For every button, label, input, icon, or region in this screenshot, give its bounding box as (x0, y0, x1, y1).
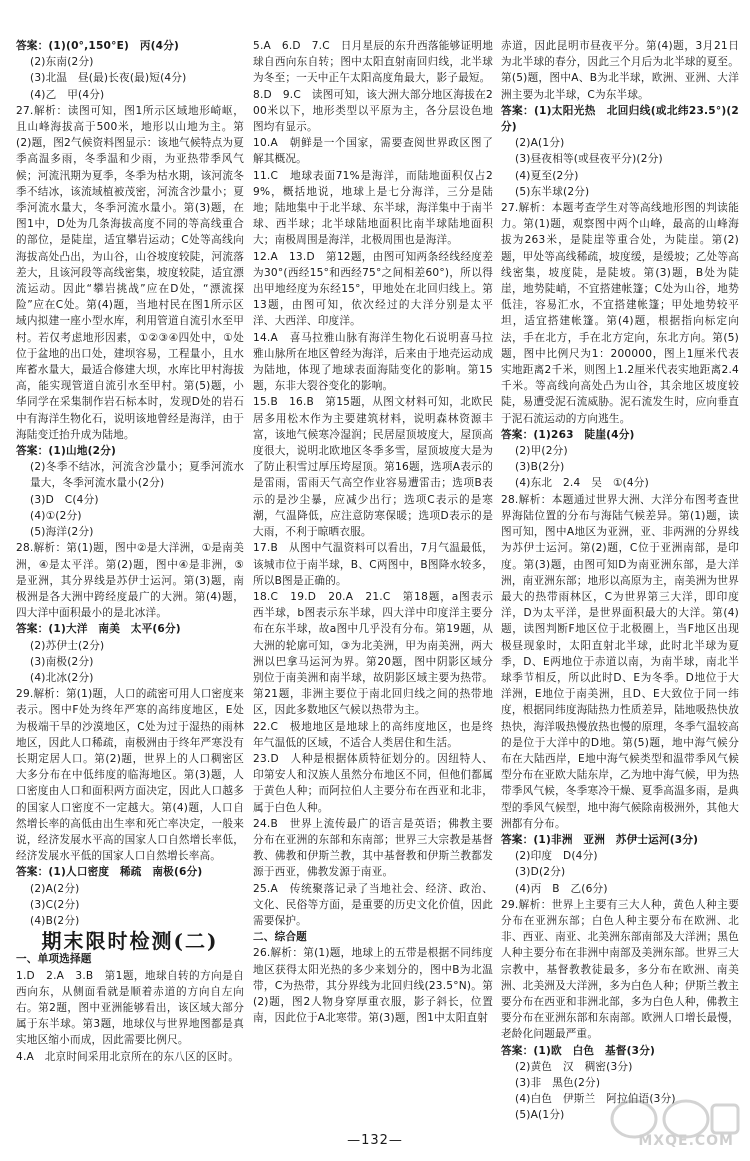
answer-line: 答案：(1)太阳光热 北回归线(或北纬23.5°)(2分) (501, 104, 739, 134)
watermark (594, 1093, 744, 1155)
text-paragraph: (2)东南(2分) (30, 56, 94, 69)
text-paragraph: (4)东北 2.4 吴 ①(4分) (515, 477, 649, 490)
text-paragraph: 11.C 地球表面71%是海洋，而陆地面积仅占29%，概括地说，地球上是七分海洋，三分是陆地；陆地集中于北半球、东半球，海洋集中于南半球、西半球；北半球陆地面积比南半球陆地面积大；南极周围是海洋，北极周围也是海洋。 (253, 169, 493, 247)
text-paragraph: 12.A 13.D 第12题，由图可知两条经线经度差为30°(西经15°和西经75°之间相差60°)，所以得出甲地经度为东经15°，甲地处在北回归线上。第13题，由图可知，依次经过的大洋分别是太平洋、大西洋、印度洋。 (253, 250, 493, 328)
text-paragraph: (3)非 黑色(2分) (515, 1077, 601, 1089)
text-paragraph: (5)东半球(2分) (515, 185, 590, 198)
text-paragraph: 1.D 2.A 3.B 第1题，地球自转的方向是自西向东，从侧面看就是顺着赤道的方向自左向右。第2题，图中亚洲能够看出，该区域大部分属于东半球。第3题，地球仪与世界地图都是真实地区缩小而成，因此需要比例尺。 (16, 969, 244, 1047)
text-paragraph: (4)B(2分) (30, 914, 80, 927)
text-paragraph: (2)A(1分) (515, 137, 565, 150)
answer-line: 答案：(1)263 陡崖(4分) (501, 428, 635, 441)
text-paragraph: (4)①(2分) (30, 509, 82, 522)
text-paragraph: 赤道，因此昆明市昼夜平分。第(4)题，3月21日为北半球的春分，因此三个月后为北半球的夏至。第(5)题，图中A、B为北半球，欧洲、亚洲、大洋洲主要为北半球，C为东半球。 (501, 40, 739, 101)
watermark-text: MXQE.COM (638, 1133, 734, 1149)
text-paragraph: (2)冬季不结冰，河流含沙量小；夏季河流水量大，冬季河流水量小(2分) (30, 461, 244, 490)
answer-line: 答案：(1)欧 白色 基督(3分) (501, 1044, 656, 1057)
text-paragraph: 17.B 从图中气温资料可以看出，7月气温最低，该城市位于南半球，B、C两图中，B图降水较多，所以B图是正确的。 (253, 542, 493, 587)
text-paragraph: (3)D C(4分) (30, 493, 99, 506)
section-subtitle: 二、综合题 (253, 931, 307, 944)
text-paragraph: (4)白色 伊斯兰 阿拉伯语(3分) (515, 1093, 676, 1106)
text-paragraph: 29.解析：世界上主要有三大人种，黄色人种主要分布在亚洲东部；白色人种主要分布在欧洲、北非、西亚、南亚、北美洲东部南部及大洋洲；黑色人种主要分布在非洲中南部及美洲东部。世界三大宗教中，基督教教徒最多，多分布在欧洲、南美洲、北美洲及大洋洲，多为白色人种；伊斯兰教主要分布在西亚和非洲北部，多为白色人种，佛教主要分布在亚洲东部和东南部。欧洲人口增长最慢，老龄化问题最严重。 (501, 898, 739, 1041)
text-paragraph: 23.D 人种是根据体质特征划分的。因纽特人、印第安人和汉族人虽然分布地区不同，但他们都属于黄色人种；而阿拉伯人主要分布在西亚和北非，属于白色人种。 (253, 752, 493, 814)
text-paragraph: (3)南极(2分) (30, 655, 94, 668)
text-paragraph: (2)黄色 汉 稠密(3分) (515, 1060, 633, 1073)
text-paragraph: (4)丙 B 乙(6分) (515, 882, 608, 895)
text-paragraph: 26.解析：第(1)题，地球上的五带是根据不同纬度地区获得太阳光热的多少来划分的，图中B为北温带，C为热带，其分界线为北回归线(23.5°N)。第(2)题，图2人物身穿厚重衣服，影子斜长，位置南，因此位于A北寒带。第(3)题，图1中太阳直射 (253, 947, 493, 1025)
text-paragraph: (4)夏至(2分) (515, 169, 579, 182)
text-paragraph: (2)甲(2分) (515, 445, 568, 458)
text-paragraph: (4)北冰(2分) (30, 671, 94, 684)
answer-line: 答案：(1)大洋 南美 太平(6分) (16, 623, 181, 636)
text-paragraph: 18.C 19.D 20.A 21.C 第18题，a图表示西半球，b图表示东半球，四大洋中印度洋主要分布在东半球，故a图中几乎没有分布。第19题，从大洲的轮廓可知，③为北美洲，甲为南美洲，两大洲以巴拿马运河为界。第20题，图中阴影区域分别位于南美洲和南半球，故阴影区域主要为热带。第21题，非洲主要位于南北回归线之间的热带地区，因此多数地区气候以热带为主。 (253, 590, 493, 717)
text-paragraph: 29.解析：第(1)题，人口的疏密可用人口密度来表示。图中F处为终年严寒的高纬度地区，E处为极端干旱的沙漠地区，C处为过于湿热的雨林地区，因此人口稀疏，南极洲由于终年严寒没有长期定居人口。第(2)题，世界上的人口稠密区大多分布在中低纬度的临海地区。第(3)题，人口密度由人口和面积两方面决定，因此人口越多的国家人口密度不一定越大。第(4)题，人口自然增长率的高低由出生率和死亡率决定，一般来说，经济发展水平高的国家人口自然增长率低，经济发展水平低的国家人口自然增长率高。 (16, 688, 244, 863)
answer-line: 答案：(1)山地(2分) (16, 445, 117, 458)
column-left (16, 38, 244, 1065)
text-paragraph: 10.A 朝鲜是一个国家，需要查阅世界政区图了解其概况。 (253, 137, 493, 166)
column-right (501, 38, 739, 1124)
answer-line: 答案：(1)非洲 亚洲 苏伊士运河(3分) (501, 833, 699, 846)
text-paragraph: 27.解析：读图可知，图1所示区域地形崎岖，且山峰海拔高于500米，地形以山地为主。第(2)题，图2气候资料图显示：该地气候特点为夏季高温多雨，冬季温和少雨，为亚热带季风气候；河流汛期为夏季，冬季为枯水期，该河流冬季不结冰，该流域植被茂密，河流含沙量小；夏季河流水量大，冬季河流水量小。第(3)题，在图1中，D处为几条海拔高度不同的等高线重合的部位，是陡崖，适宜攀岩运动；C处等高线向海拔高处凸出，为山谷，山谷坡度较陡，河流落差大，且该河段等高线密集，坡度较陡，适宜漂流运动。因此“攀岩挑战”应在D处，“漂流探险”应在C处。第(4)题，当地村民在图1所示区域内拟建一座小型水库，利用管道自流引水至甲村。若仅考虑地形因素，①②③④四处中，①处位于盆地的出口处，建坝容易，工程量小，且水库蓄水量大，最适合修建大坝，水库比甲村海拔高，能实现管道自流引水至甲村。第(5)题，小华同学在采集制作岩石标本时，发现D处的岩石中有海洋生物化石，说明该地曾经是海洋，由于海陆变迁抬升成为陆地。 (16, 104, 244, 441)
answer-line: 答案：(1)人口密度 稀疏 南极(6分) (16, 866, 203, 879)
section-subtitle: 一、单项选择题 (16, 953, 92, 966)
page-number: —132— (347, 1133, 403, 1148)
text-paragraph: (3)C(2分) (30, 898, 80, 911)
text-paragraph: (2)印度 D(4分) (515, 850, 598, 863)
text-paragraph: 15.B 16.B 第15题，从图文材料可知，北欧民居多用松木作为主要建筑材料，说明森林资源丰富，该地气候寒冷湿润；民居屋顶坡度大，屋顶高度很大，说明北欧地区冬季多雪，屋顶坡度大是为了防止积雪过厚压垮屋顶。第16题，选项A表示的是雷雨，雷雨天气高空作业容易遭雷击；选项B表示的是沙尘暴，应减少出行；选项C表示的是寒潮，气温降低，应注意防寒保暖；选项D表示的是大雨，不利于晾晒衣服。 (253, 396, 493, 539)
text-paragraph: 22.C 极地地区是地球上的高纬度地区，也是终年气温低的区域，不适合人类居住和生活。 (253, 720, 493, 749)
text-paragraph: (5)海洋(2分) (30, 526, 94, 539)
text-paragraph: (3)北温 昼(最)长夜(最)短(4分) (30, 72, 187, 85)
text-paragraph: 4.A 北京时间采用北京所在的东八区的区时。 (16, 1050, 240, 1063)
text-paragraph: (3)D(2分) (515, 866, 566, 879)
text-paragraph: (2)苏伊士(2分) (30, 639, 105, 652)
text-paragraph: (4)乙 甲(4分) (30, 88, 105, 101)
text-paragraph: 8.D 9.C 读图可知，该大洲大部分地区海拔在200米以下，地形类型以平原为主，各分层设色地图均有显示。 (253, 88, 493, 134)
text-paragraph: 24.B 世界上流传最广的语言是英语；佛教主要分布在亚洲的东部和东南部；世界三大宗教是基督教、佛教和伊斯兰教，其中基督教和伊斯兰教都发源于西亚，佛教发源于南亚。 (253, 817, 493, 879)
text-paragraph: 28.解析：本题通过世界大洲、大洋分布图考查世界海陆位置的分布与海陆气候差异。第(1)题，读图可知，图中A地区为亚洲，亚、非两洲的分界线为苏伊士运河。第(2)题，C位于亚洲南部，是印度。第(3)题，由图可知D为南亚洲东部，是大洋洲，南亚洲东部；地形以高原为主，南美洲为世界最大的热带雨林区，C为世界第三大洋，即印度洋，D为太平洋，是世界面积最大的大洋。第(4)题，读图判断F地区位于北极圈上，当F地区出现极昼现象时，太阳直射北半球，此时北半球为夏季，D、E两地位于赤道以南，为南半球，南北半球季节相反，所以此时D、E为冬季。D地位于大洋洲，E地位于南美洲，且D、E大致位于同一纬度，根据同纬度海陆热力性质差异，陆地吸热快放热快，海洋吸热慢放热也慢的原理，冬季气温较高的是位于大洋中的D地。第(5)题，地中海气候分布在大陆西岸，E地中海气候类型和温带季风气候型分布在亚欧大陆东岸，乙为地中海气候，甲为热带季风气候，冬季寒冷干燥、夏季高温多雨，是典型的季风气候型，地中海气候除南极洲外，其他大洲都有分布。 (501, 493, 739, 830)
text-paragraph: 27.解析：本题考查学生对等高线地形图的判读能力。第(1)题，观察图中两个山峰，最高的山峰海拔为263米，是陡崖等重合处，为陡崖。第(2)题，甲处等高线稀疏，坡度缓，是缓坡；乙处等高线密集，坡度陡，是陡坡。第(3)题，B处为陡崖，地势陡峭，不宜搭建帐篷；C处为山谷，地势低洼，容易汇水，不宜搭建帐篷；甲处地势较平坦，适宜搭建帐篷。第(4)题，根据指向标定向法，手在北方，手在北方定向，东北方向。第(5)题，图中比例尺为1：200000，图上1厘米代表实地距离2千米，则图上1.2厘米代表实地距离2.4千米。等高线向高处凸为山谷，其余地区坡度较陡，易遭受泥石流威胁。泥石流发生时，应向垂直于泥石流运动的方向逃生。 (501, 202, 739, 425)
answer-line: 答案：(1)(0°,150°E) 丙(4分) (16, 40, 180, 52)
text-paragraph: (5)A(1分) (515, 1109, 565, 1122)
text-paragraph: (3)B(2分) (515, 461, 565, 474)
text-paragraph: (2)A(2分) (30, 882, 80, 895)
text-paragraph: 14.A 喜马拉雅山脉有海洋生物化石说明喜马拉雅山脉所在地区曾经为海洋，后来由于地壳运动成为陆地，体现了地球表面海陆变化的影响。第15题，东非大裂谷变化的影响。 (253, 331, 493, 393)
section-title: 期末限时检测(二) (41, 929, 219, 954)
text-paragraph: 28.解析：第(1)题，图中②是大洋洲，①是南美洲，④是太平洋。第(2)题，图中④是非洲，⑤是亚洲，其分界线是苏伊士运河。第(3)题，南极洲是各大洲中跨经度最广的大洲。第(4)题，四大洋中面积最小的是北冰洋。 (16, 542, 244, 620)
column-middle (253, 38, 493, 1026)
text-paragraph: 25.A 传统聚落记录了当地社会、经济、政治、文化、民俗等方面，是重要的历史文化价值，因此需要保护。 (253, 882, 493, 927)
text-paragraph: (3)昼夜相等(或昼夜平分)(2分) (515, 153, 663, 166)
text-paragraph: 5.A 6.D 7.C 日月星辰的东升西落能够证明地球自西向东自转；图中太阳直射南回归线，北半球为冬至；一天中正午太阳高度角最大，影子最短。 (253, 40, 493, 85)
